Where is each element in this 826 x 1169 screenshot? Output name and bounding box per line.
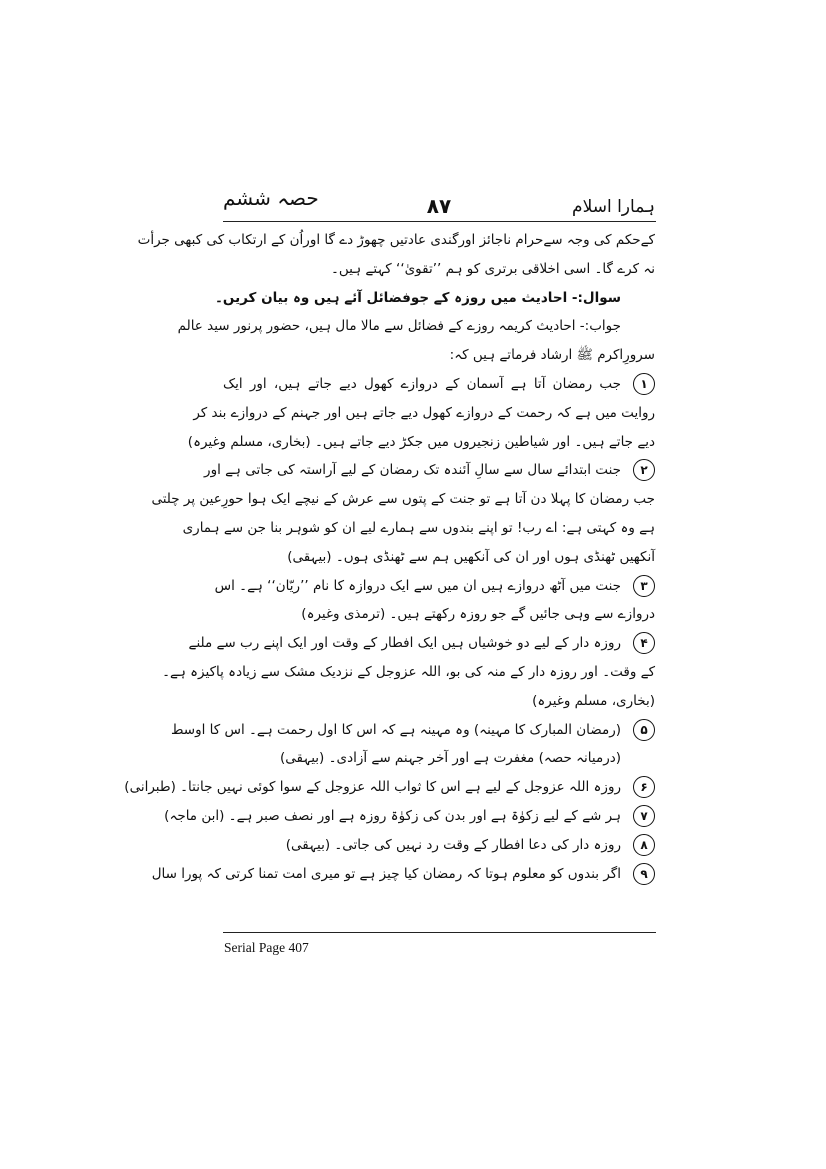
answer-line: جواب:- احادیث کریمہ روزے کے فضائل سے مالا مال ہیں، حضور پرنور سید عالم <box>177 318 621 335</box>
text-line: کےحکم کی وجہ سےحرام ناجائز اورگندی عادتیں چھوڑ دے گا اوراُن کے ارتکاب کی کبھی جرأت <box>137 232 655 248</box>
header-rule <box>223 221 656 222</box>
text-line: دیے جاتے ہیں۔ اور شیاطین زنجیروں میں جکڑ دیے جاتے ہیں۔ (بخاری، مسلم وغیرہ) <box>187 433 655 450</box>
item-number: ۷ <box>633 805 655 827</box>
item-text: ہر شے کے لیے زکوٰۃ ہے اور بدن کی زکوٰۃ روزہ ہے اور نصف صبر ہے۔ (ابن ماجہ) <box>164 807 621 824</box>
item-text: جنت میں آٹھ دروازے ہیں ان میں سے ایک دروازہ کا نام ’’ریّان‘‘ ہے۔ اس <box>214 577 621 594</box>
running-header <box>223 184 655 220</box>
question-line: سوال:- احادیث میں روزہ کے جوفضائل آئے ہیں وہ بیان کریں۔ <box>215 289 621 306</box>
item-text: روزہ دار کے لیے دو خوشیاں ہیں ایک افطار کے وقت اور ایک اپنے رب سے ملنے <box>188 635 621 652</box>
item-number: ۲ <box>633 459 655 481</box>
text-line: آنکھیں ٹھنڈی ہوں اور ان کی آنکھیں ہم سے ٹھنڈی ہوں۔ (بیہقی) <box>287 548 655 565</box>
text-line: سرورِاکرم ﷺ ارشاد فرماتے ہیں کہ: <box>449 347 655 364</box>
item-text: اگر بندوں کو معلوم ہوتا کہ رمضان کیا چیز ہے تو میری امت تمنا کرتی کہ پورا سال <box>151 865 621 882</box>
item-text: جب رمضان آتا ہے آسمان کے دروازے کھول دیے جاتے ہیں، اور ایک <box>223 375 621 392</box>
list-item <box>214 572 655 601</box>
text-line: ہے وہ کہتی ہے: اے رب! تو اپنے بندوں سے ہمارے لیے ان کو شوہر بنا جن سے ہماری <box>182 519 655 536</box>
text-line: نہ کرے گا۔ اسی اخلاقی برتری کو ہم ’’تقویٰ‘‘ کہتے ہیں۔ <box>330 260 655 277</box>
text-line: کے وقت۔ اور روزہ دار کے منہ کی بو، اللہ عزوجل کے نزدیک مشک سے زیادہ پاکیزہ ہے۔ <box>162 663 655 680</box>
item-number: ۴ <box>633 632 655 654</box>
part-label: حصہ ششم <box>223 186 319 210</box>
item-number: ۳ <box>633 575 655 597</box>
text-line: دروازے سے وہی جائیں گے جو روزہ رکھتے ہیں۔ (ترمذی وغیرہ) <box>301 606 655 623</box>
item-number: ۹ <box>633 863 655 885</box>
item-number: ۵ <box>633 719 655 741</box>
list-item <box>204 456 655 485</box>
item-text: (رمضان المبارک کا مہینہ) وہ مہینہ ہے کہ اس کا اول رحمت ہے۔ اس کا اوسط <box>170 721 621 738</box>
list-item <box>223 831 655 860</box>
list-item <box>151 860 655 889</box>
list-item <box>124 773 655 802</box>
text-line: جب رمضان کا پہلا دن آتا ہے تو جنت کے پتوں سے عرش کے نیچے ایک ہوا حورِعین پر چلتی <box>151 491 655 508</box>
book-title: ہمارا اسلام <box>572 197 655 217</box>
list-item <box>223 370 655 399</box>
list-item <box>170 716 655 745</box>
item-text: روزہ دار کی دعا افطار کے وقت رد نہیں کی جاتی۔ (بیہقی) <box>285 836 621 853</box>
text-line: (بخاری، مسلم وغیرہ) <box>532 692 655 709</box>
list-item <box>188 629 655 658</box>
item-text: جنت ابتدائے سال سے سالِ آئندہ تک رمضان کے لیے آراستہ کی جاتی ہے اور <box>204 462 621 479</box>
text-line: (درمیانہ حصہ) مغفرت ہے اور آخر جہنم سے آزادی۔ (بیہقی) <box>279 750 621 767</box>
list-item <box>164 802 655 831</box>
item-number: ۱ <box>633 373 655 395</box>
text-line: روایت میں ہے کہ رحمت کے دروازے کھول دیے جاتے ہیں اور جہنم کے دروازے بند کر <box>193 404 655 421</box>
page-number: ۸۷ <box>426 194 452 218</box>
page-body <box>124 226 655 888</box>
serial-page-label: Serial Page 407 <box>224 940 309 955</box>
item-text: روزہ اللہ عزوجل کے لیے ہے اس کا ثواب اللہ عزوجل کے سوا کوئی نہیں جانتا۔ (طبرانی) <box>124 779 621 796</box>
item-number: ۶ <box>633 776 655 798</box>
footer-rule <box>223 932 656 933</box>
item-number: ۸ <box>633 834 655 856</box>
